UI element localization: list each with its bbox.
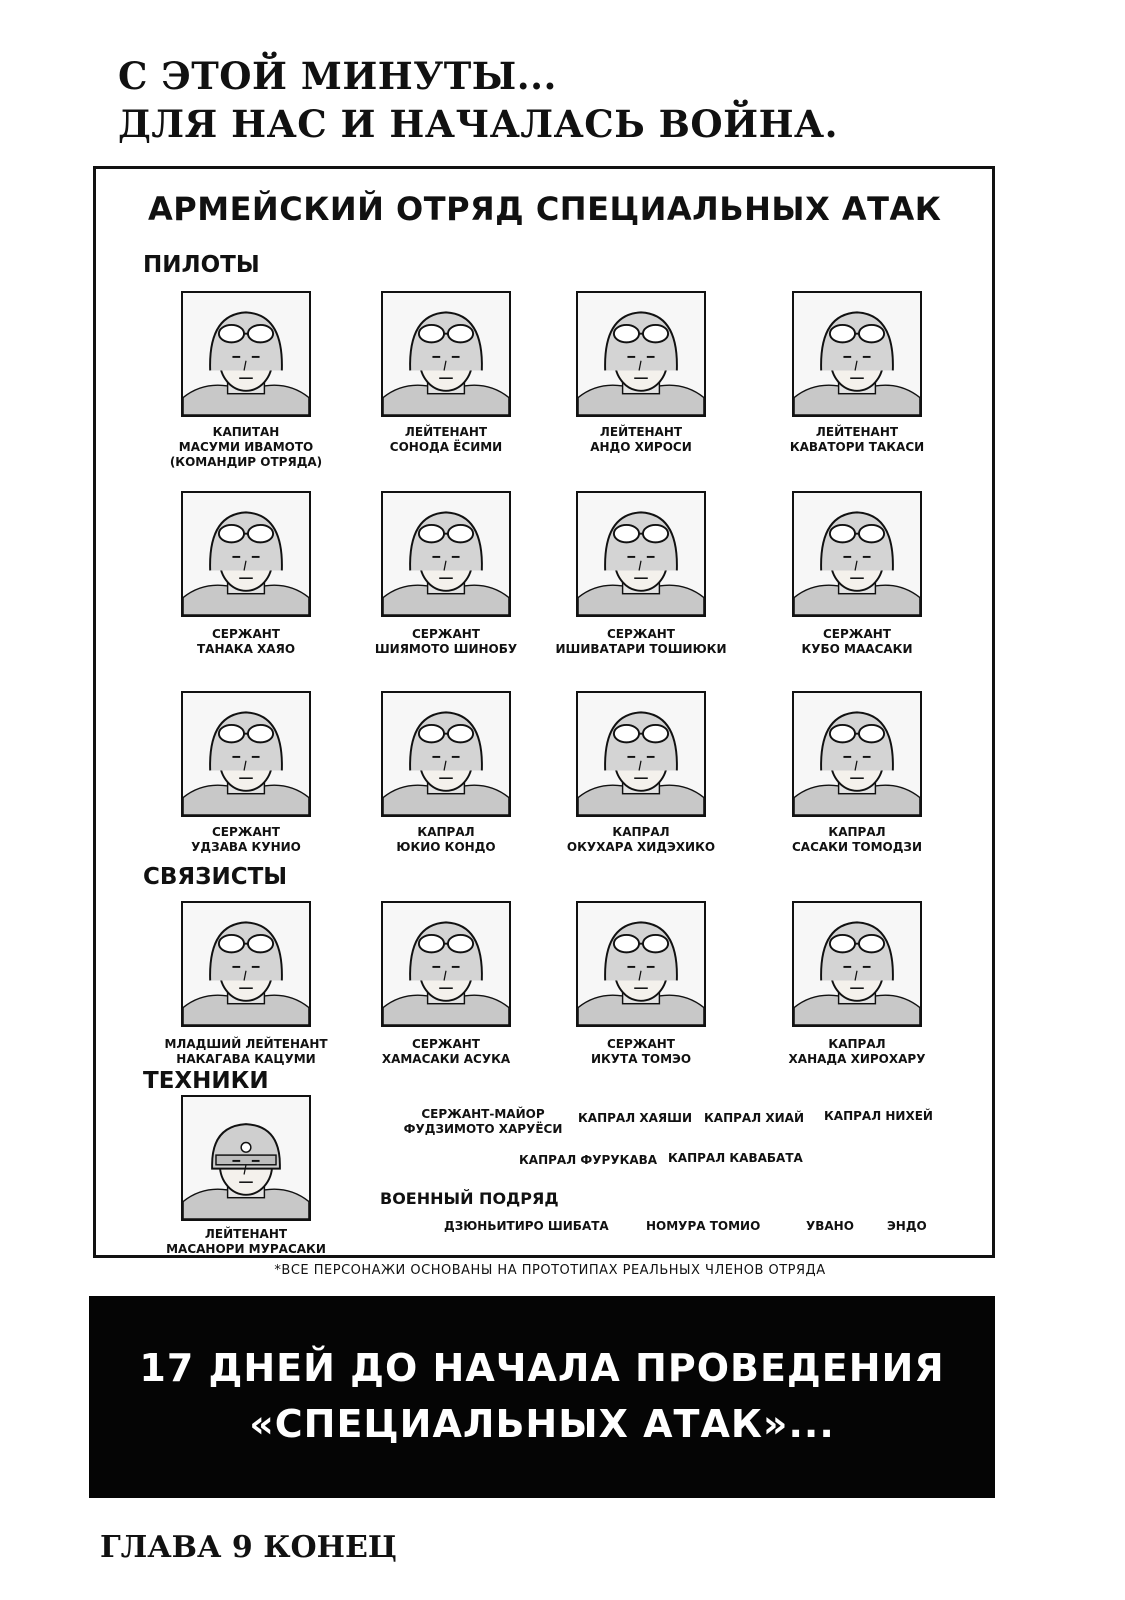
portrait-drawing	[183, 493, 309, 615]
member-caption	[356, 1037, 536, 1067]
portrait	[181, 691, 311, 817]
member-name: ХАМАСАКИ АСУКА	[381, 1052, 511, 1066]
member-caption	[156, 1227, 336, 1257]
portrait	[792, 901, 922, 1027]
member-name: (КОМАНДИР ОТРЯДА)	[169, 455, 323, 469]
portrait-drawing	[383, 693, 509, 815]
member-name: КУБО МААСАКИ	[801, 642, 913, 656]
member-name: МАСАНОРИ МУРАСАКИ	[166, 1242, 326, 1256]
member-rank: СЕРЖАНТ	[211, 825, 280, 839]
member-name: ИКУТА ТОМЭО	[590, 1052, 692, 1066]
portrait	[576, 291, 706, 417]
member-rank: КАПИТАН	[212, 425, 280, 439]
portrait	[792, 291, 922, 417]
portrait-drawing	[183, 293, 309, 415]
portrait	[381, 491, 511, 617]
member-rank: СЕРЖАНТ	[606, 627, 675, 641]
member-caption	[156, 627, 336, 657]
member-caption	[767, 425, 947, 455]
portrait	[381, 291, 511, 417]
technician-entry: КАПРАЛ КАВАБАТА	[668, 1151, 803, 1165]
portrait-drawing	[794, 293, 920, 415]
portrait-drawing	[578, 493, 704, 615]
member-name: САСАКИ ТОМОДЗИ	[791, 840, 922, 854]
banner-line-1: 17 ДНЕЙ ДО НАЧАЛА ПРОВЕДЕНИЯ	[139, 1346, 945, 1390]
member-name: ШИЯМОТО ШИНОБУ	[374, 642, 518, 656]
member-rank: КАПРАЛ	[828, 825, 886, 839]
member-name: ХАНАДА ХИРОХАРУ	[788, 1052, 926, 1066]
technician-entry: КАПРАЛ НИХЕЙ	[824, 1109, 933, 1123]
technician-entry: СЕРЖАНТ-МАЙОР ФУДЗИМОТО ХАРУЁСИ	[403, 1107, 563, 1136]
portrait-drawing	[794, 493, 920, 615]
portrait-drawing	[578, 293, 704, 415]
member-caption	[767, 825, 947, 855]
member-rank: КАПРАЛ	[417, 825, 475, 839]
chapter-end-label: ГЛАВА 9 КОНЕЦ	[100, 1530, 397, 1565]
portrait-drawing	[383, 903, 509, 1025]
technician-entry: КАПРАЛ ХИАЙ	[704, 1111, 804, 1125]
banner-line-2: «СПЕЦИАЛЬНЫХ АТАК»...	[249, 1402, 835, 1446]
member-caption	[156, 1037, 336, 1067]
portrait	[381, 901, 511, 1027]
member-rank: СЕРЖАНТ	[822, 627, 891, 641]
member-name: УДЗАВА КУНИО	[191, 840, 301, 854]
member-caption	[356, 627, 536, 657]
member-caption	[551, 627, 731, 657]
member-caption	[156, 425, 336, 470]
portrait-drawing	[794, 693, 920, 815]
member-caption	[356, 825, 536, 855]
contractor-entry: ЭНДО	[887, 1219, 927, 1233]
section-military-contract: ВОЕННЫЙ ПОДРЯД	[380, 1189, 559, 1208]
member-caption	[156, 825, 336, 855]
member-name: СОНОДА ЁСИМИ	[389, 440, 503, 454]
header	[118, 52, 1018, 148]
portrait	[576, 691, 706, 817]
member-name: ТАНАКА ХАЯО	[196, 642, 296, 656]
portrait-drawing	[383, 493, 509, 615]
footnote: *ВСЕ ПЕРСОНАЖИ ОСНОВАНЫ НА ПРОТОТИПАХ РЕАЛЬНЫХ ЧЛЕНОВ ОТРЯДА	[274, 1263, 826, 1278]
header-line-1: С ЭТОЙ МИНУТЫ...	[118, 54, 557, 98]
member-name: ИШИВАТАРИ ТОШИЮКИ	[555, 642, 727, 656]
member-rank: ЛЕЙТЕНАНТ	[815, 425, 899, 439]
member-name: ОКУХАРА ХИДЭХИКО	[566, 840, 716, 854]
portrait-drawing	[383, 293, 509, 415]
portrait	[181, 491, 311, 617]
portrait-drawing	[578, 693, 704, 815]
member-caption	[767, 627, 947, 657]
portrait	[181, 291, 311, 417]
chapter-banner	[89, 1296, 995, 1498]
section-pilots: ПИЛОТЫ	[143, 252, 260, 278]
contractor-entry: НОМУРА ТОМИО	[646, 1219, 761, 1233]
portrait-drawing	[578, 903, 704, 1025]
portrait	[181, 1095, 311, 1221]
portrait	[576, 901, 706, 1027]
contractor-entry: УВАНО	[806, 1219, 854, 1233]
technician-entry: КАПРАЛ ХАЯШИ	[578, 1111, 693, 1125]
member-rank: ЛЕЙТЕНАНТ	[404, 425, 488, 439]
header-line-2: ДЛЯ НАС И НАЧАЛАСЬ ВОЙНА.	[118, 102, 839, 146]
squad-title: АРМЕЙСКИЙ ОТРЯД СПЕЦИАЛЬНЫХ АТАК	[148, 190, 942, 228]
portrait-drawing	[183, 1097, 309, 1219]
section-technicians: ТЕХНИКИ	[143, 1068, 269, 1094]
portrait	[792, 491, 922, 617]
member-name: МАСУМИ ИВАМОТО	[178, 440, 314, 454]
section-radio-operators: СВЯЗИСТЫ	[143, 864, 288, 890]
member-caption	[551, 825, 731, 855]
member-rank: КАПРАЛ	[828, 1037, 886, 1051]
member-caption	[767, 1037, 947, 1067]
member-caption	[356, 425, 536, 455]
member-name: НАКАГАВА КАЦУМИ	[176, 1052, 316, 1066]
portrait-drawing	[183, 693, 309, 815]
portrait	[792, 691, 922, 817]
member-rank: СЕРЖАНТ	[606, 1037, 675, 1051]
member-name: АНДО ХИРОСИ	[590, 440, 692, 454]
contractor-entry: ДЗЮНЬИТИРО ШИБАТА	[444, 1219, 609, 1233]
member-rank: ЛЕЙТЕНАНТ	[599, 425, 683, 439]
portrait	[576, 491, 706, 617]
member-rank: СЕРЖАНТ	[211, 627, 280, 641]
member-caption	[551, 1037, 731, 1067]
portrait-drawing	[183, 903, 309, 1025]
portrait	[381, 691, 511, 817]
member-name: ЮКИО КОНДО	[396, 840, 496, 854]
portrait-drawing	[794, 903, 920, 1025]
member-rank: ЛЕЙТЕНАНТ	[204, 1227, 288, 1241]
member-rank: СЕРЖАНТ	[411, 1037, 480, 1051]
member-name: КАВАТОРИ ТАКАСИ	[789, 440, 925, 454]
member-rank: МЛАДШИЙ ЛЕЙТЕНАНТ	[164, 1037, 328, 1051]
portrait	[181, 901, 311, 1027]
technician-entry: КАПРАЛ ФУРУКАВА	[519, 1153, 658, 1167]
member-rank: КАПРАЛ	[612, 825, 670, 839]
member-rank: СЕРЖАНТ	[411, 627, 480, 641]
member-caption	[551, 425, 731, 455]
